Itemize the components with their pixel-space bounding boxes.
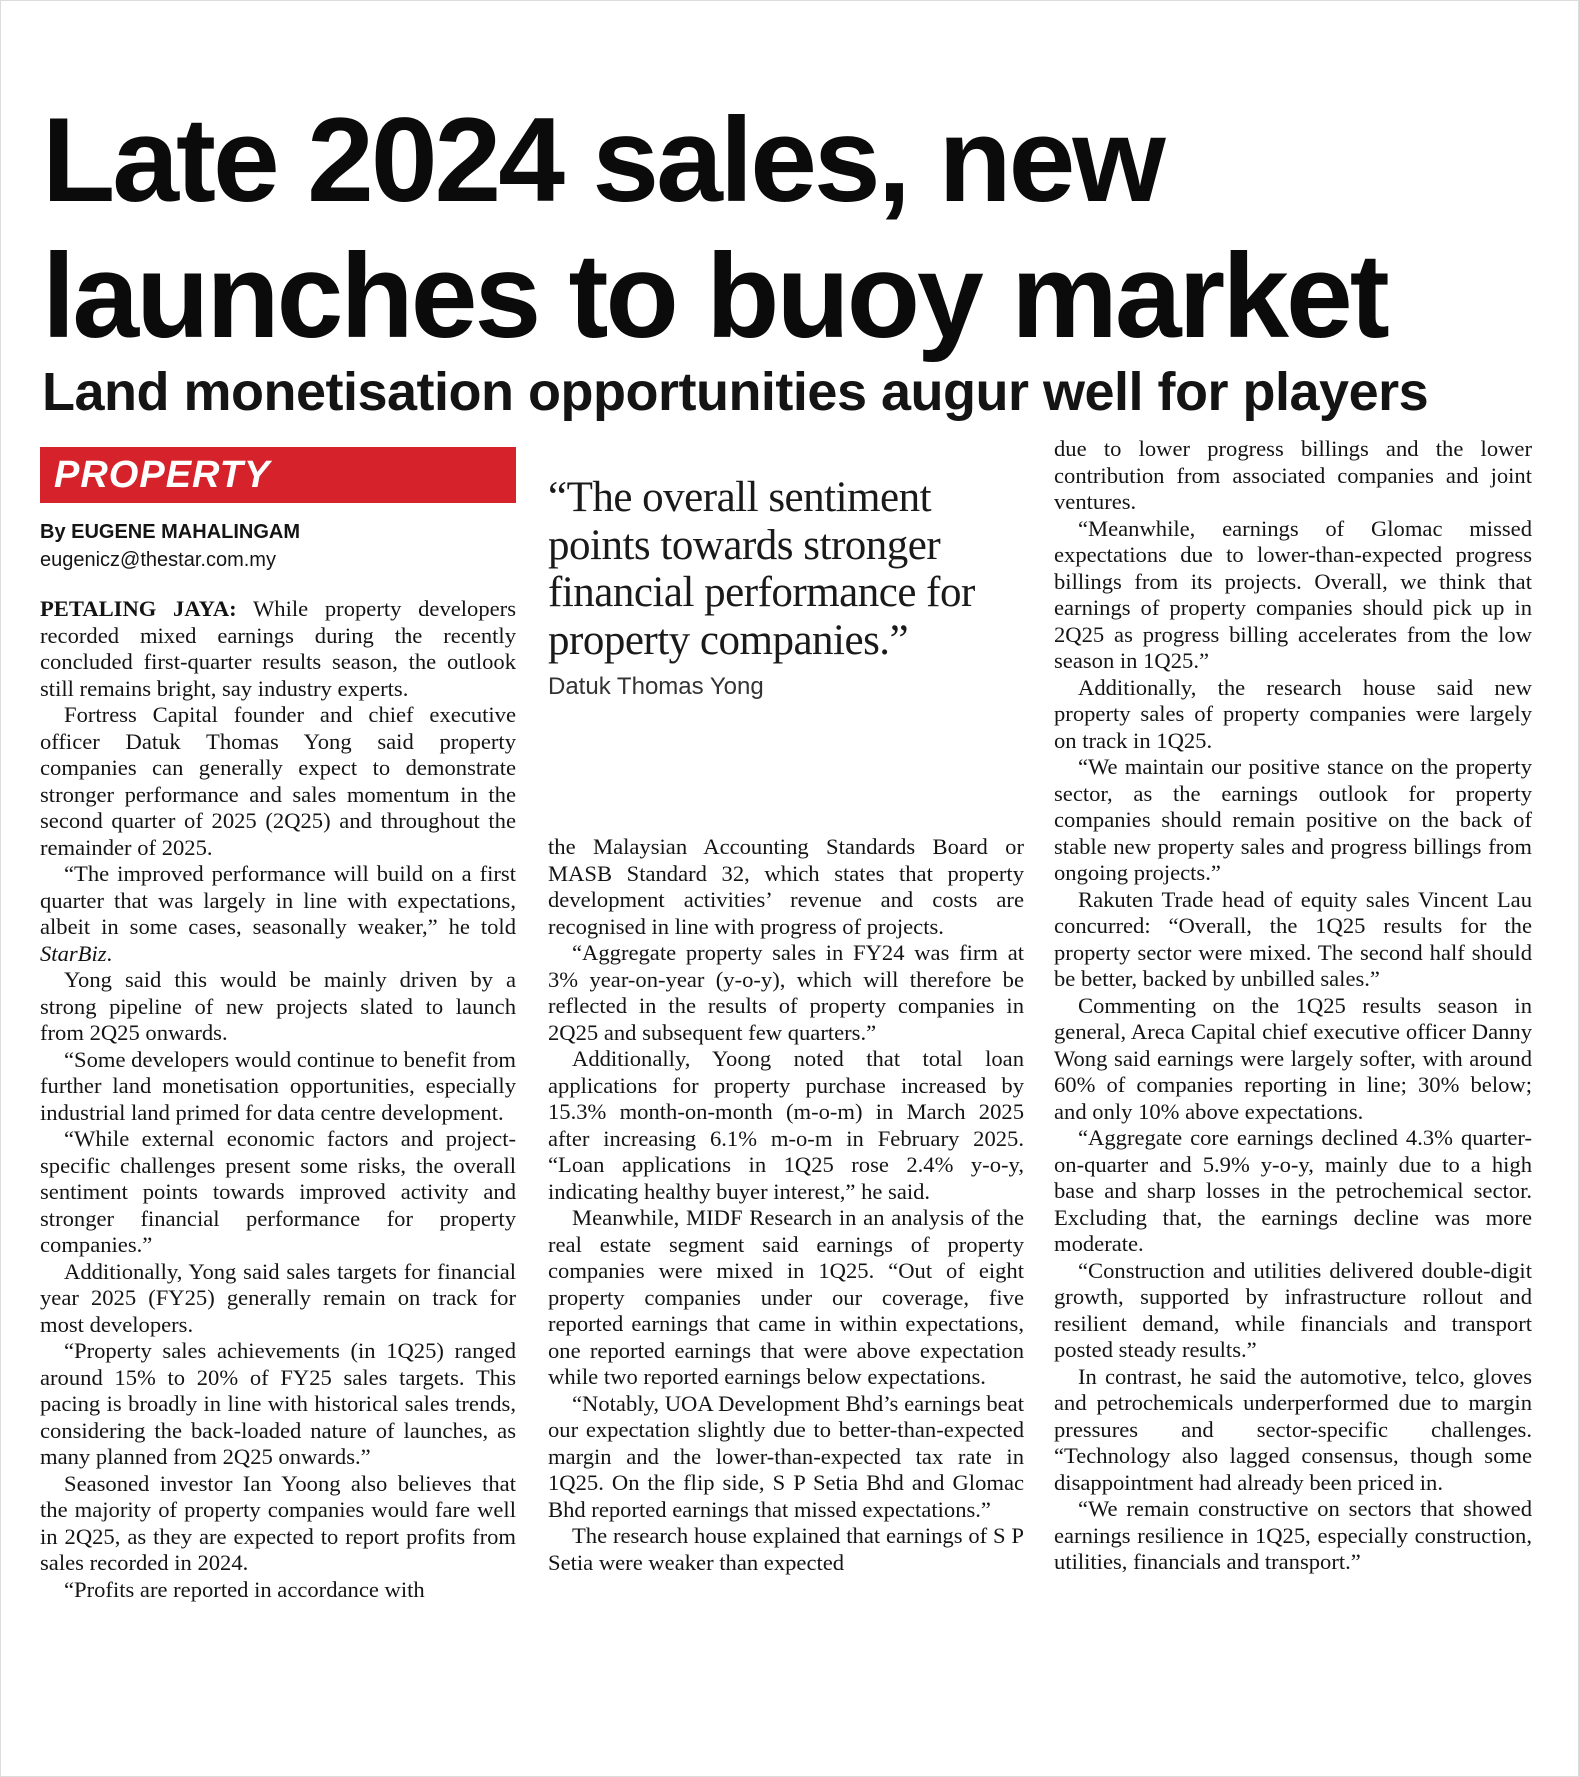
paragraph: “Notably, UOA Development Bhd’s earnings beat our expectation slightly due to better-than-expected margin and the lower-than-expected tax rate in 1Q25. On the flip side, S P Setia Bhd and Glomac Bhd reported earnings that missed expectations.” — [548, 1390, 1024, 1522]
paragraph: Additionally, the research house said new property sales of property companies were largely on track in 1Q25. — [1054, 674, 1532, 753]
paragraph: “We maintain our positive stance on the property sector, as the earnings outlook for property companies should remain positive on the back of stable new property sales and progress billings from ongoing projects.” — [1054, 754, 1532, 885]
paragraph-text: While property developers recorded mixed earnings during the recently concluded first-quarter results season, the outlook still remains bright, say industry experts. — [40, 596, 516, 701]
pull-quote — [548, 474, 1028, 702]
pull-quote-attribution: Datuk Thomas Yong — [548, 673, 764, 700]
paragraph: The research house explained that earnings of S P Setia were weaker than expected — [548, 1523, 1024, 1575]
section-tag: PROPERTY — [40, 447, 516, 503]
paragraph: “We remain constructive on sectors that showed earnings resilience in 1Q25, especially construction, utilities, financials and transport.” — [1054, 1496, 1532, 1574]
paragraph: “While external economic factors and project-specific challenges present some risks, the overall sentiment points towards improved activity and stronger financial performance for property companies.” — [40, 1126, 516, 1257]
paragraph: due to lower progress billings and the lower contribution from associated companies and joint ventures. — [1054, 436, 1532, 514]
paragraph: Commenting on the 1Q25 results season in general, Areca Capital chief executive officer Danny Wong said earnings were largely softer, with around 60% of companies reporting in line; 30% below; and only 10% above expectations. — [1054, 992, 1532, 1124]
paragraph: In contrast, he said the automotive, telco, gloves and petrochemicals underperformed due to margin pressures and sector-specific challenges. “Technology also lagged consensus, though some disappointment had already been priced in. — [1054, 1363, 1532, 1495]
paragraph: “Property sales achievements (in 1Q25) ranged around 15% to 20% of FY25 sales targets. This pacing is broadly in line with historical sales trends, considering the back-loaded nature of launches, as many planned from 2Q25 onwards.” — [40, 1338, 516, 1469]
dateline: PETALING JAYA: — [40, 596, 237, 621]
paragraph-text: “The improved performance will build on a first quarter that was largely in line with expectations, albeit in some cases, seasonally weaker,” he told — [40, 861, 516, 939]
paragraph: “Construction and utilities delivered double-digit growth, supported by infrastructure rollout and resilient demand, while financials and transport posted steady results.” — [1054, 1257, 1532, 1362]
paragraph: “Aggregate property sales in FY24 was firm at 3% year-on-year (y-o-y), which will therefore be reflected in the results of property companies in 2Q25 and subsequent few quarters.” — [548, 940, 1024, 1045]
publication-name: StarBiz — [40, 940, 107, 966]
headline-line-1: Late 2024 sales, new — [42, 93, 1163, 227]
column-1 — [40, 596, 516, 1603]
paragraph: “Some developers would continue to benefit from further land monetisation opportunities, especially industrial land primed for data centre development. — [40, 1046, 516, 1125]
paragraph: “Profits are reported in accordance with — [64, 1576, 425, 1602]
author-email: eugenicz@thestar.com.my — [40, 549, 276, 571]
paragraph: Seasoned investor Ian Yoong also believes that the majority of property companies would fare well in 2Q25, as they are expected to report profits from sales recorded in 2024. — [40, 1470, 516, 1575]
paragraph: Yong said this would be mainly driven by a strong pipeline of new projects slated to launch from 2Q25 onwards. — [40, 967, 516, 1045]
headline-line-2: launches to buoy market — [42, 229, 1387, 363]
paragraph-text: . — [106, 940, 113, 966]
pull-quote-text: “The overall sentiment points towards stronger financial performance for property companies.” — [548, 474, 975, 664]
byline — [40, 518, 520, 574]
column-2 — [548, 834, 1024, 1576]
paragraph — [40, 861, 516, 967]
paragraph: Additionally, Yoong noted that total loan applications for property purchase increased by 15.3% month-on-month (m-o-m) in March 2025 after increasing 6.1% m-o-m in February 2025. “Loan applications in 1Q25 rose 2.4% y-o-y, indicating healthy buyer interest,” he said. — [548, 1046, 1024, 1204]
paragraph: Fortress Capital founder and chief executive officer Datuk Thomas Yong said property companies can generally expect to demonstrate stronger performance and sales momentum in the second quarter of 2025 (2Q25) and throughout the remainder of 2025. — [40, 702, 516, 860]
subheadline: Land monetisation opportunities augur well for players — [42, 362, 1429, 422]
column-3 — [1054, 436, 1532, 1576]
author-name: By EUGENE MAHALINGAM — [40, 521, 301, 543]
paragraph: “Aggregate core earnings declined 4.3% quarter-on-quarter and 5.9% y-o-y, mainly due to a high base and sharp losses in the petrochemical sector. Excluding that, the earnings decline was more moderate. — [1054, 1125, 1532, 1256]
paragraph: Meanwhile, MIDF Research in an analysis of the real estate segment said earnings of property companies were mixed in 1Q25. “Out of eight property companies under our coverage, five reported earnings that came in within expectations, one reported earnings that were above expectation while two reported earnings below expectations. — [548, 1205, 1024, 1389]
headline — [42, 92, 1542, 364]
paragraph: the Malaysian Accounting Standards Board or MASB Standard 32, which states that property development activities’ revenue and costs are recognised in line with progress of projects. — [548, 834, 1024, 939]
paragraph: “Meanwhile, earnings of Glomac missed expectations due to lower-than-expected progress billings from its projects. Overall, we think that earnings of property companies should pick up in 2Q25 as progress billing accelerates from the low season in 1Q25.” — [1054, 515, 1532, 673]
paragraph: Rakuten Trade head of equity sales Vincent Lau concurred: “Overall, the 1Q25 results for the property sector were mixed. The second half should be better, backed by unbilled sales.” — [1054, 886, 1532, 991]
paragraph: Additionally, Yong said sales targets for financial year 2025 (FY25) generally remain on track for most developers. — [40, 1258, 516, 1337]
paragraph — [40, 596, 516, 702]
